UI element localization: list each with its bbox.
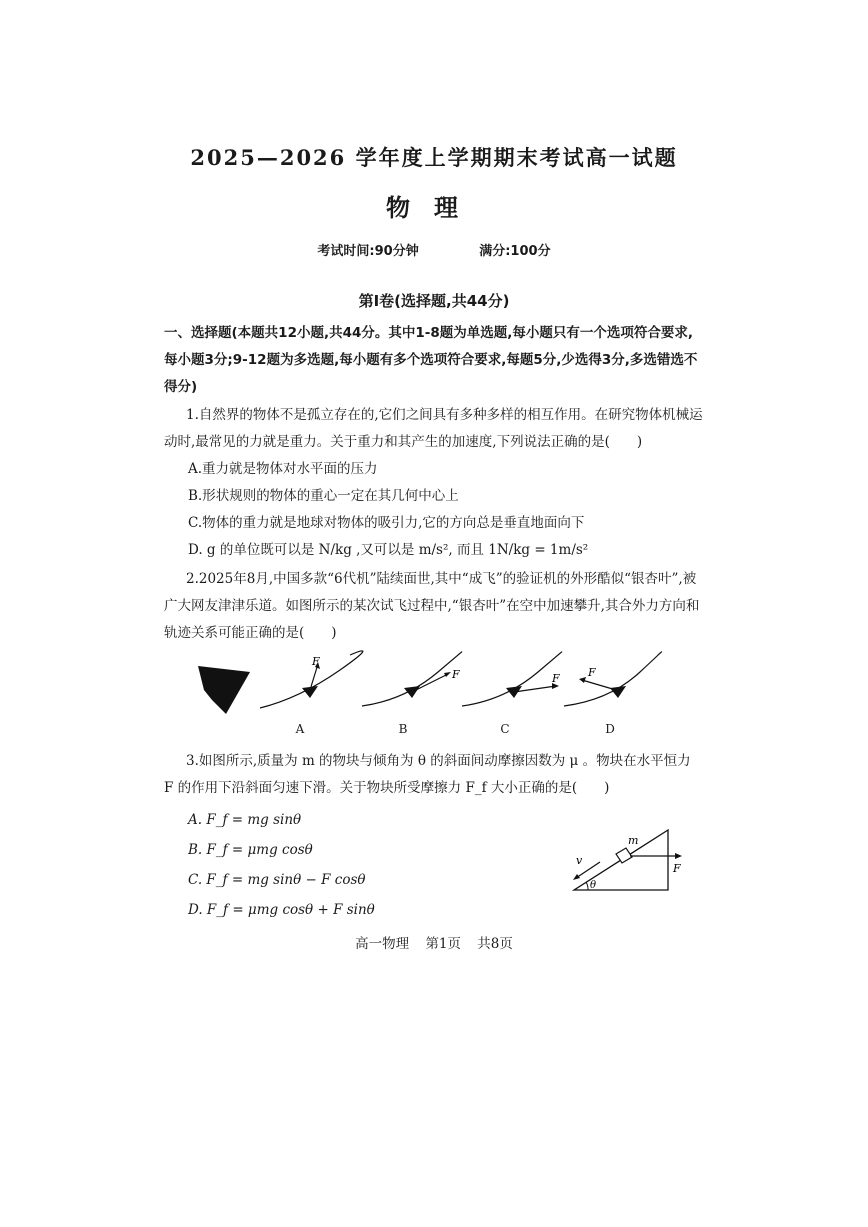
- subject-title: 物理: [386, 194, 482, 222]
- exam-time: 考试时间:90分钟: [317, 244, 419, 259]
- svg-text:F: F: [673, 862, 681, 875]
- footer-page: 第1页: [425, 936, 461, 952]
- q3-option-a: A. F_f = mg sinθ: [188, 812, 302, 828]
- svg-text:θ: θ: [590, 880, 597, 891]
- aircraft-silhouette: [198, 666, 250, 714]
- q2-diagram-d: [564, 652, 661, 706]
- question-2-stem: 2.2025年8月,中国多款“6代机”陆续面世,其中“成飞”的验证机的外形酷似“银杏叶”,被广大网友津津乐道。如图所示的某次试飞过程中,“银杏叶”在空中加速攀升,其合外力方向和轨迹关系可能正确的是( ): [164, 571, 700, 641]
- svg-text:F: F: [312, 655, 320, 668]
- footer-total: 共8页: [477, 936, 513, 952]
- question-1-stem: 1.自然界的物体不是孤立存在的,它们之间具有多种多样的相互作用。在研究物体机械运动时,最常见的力就是重力。关于重力和其产生的加速度,下列说法正确的是( ): [164, 407, 703, 450]
- question-3-stem: 3.如图所示,质量为 m 的物块与倾角为 θ 的斜面间动摩擦因数为 μ 。物块在水平恒力 F 的作用下沿斜面匀速下滑。关于物块所受摩擦力 F_f 大小正确的是( ): [164, 753, 691, 796]
- exam-score: 满分:100分: [479, 244, 551, 259]
- q2-label-b: B: [398, 722, 408, 736]
- q1-option-a: A.重力就是物体对水平面的压力: [188, 461, 378, 477]
- q2-diagram-a: [260, 651, 363, 708]
- q1-option-b: B.形状规则的物体的重心一定在其几何中心上: [188, 488, 459, 504]
- svg-text:v: v: [576, 854, 583, 867]
- exam-title: 2025—2026 学年度上学期期末考试高一试题: [190, 145, 678, 170]
- q1-option-d: D. g 的单位既可以是 N/kg ,又可以是 m/s², 而且 1N/kg = 1m/s²: [188, 542, 589, 558]
- block: [616, 848, 632, 863]
- q2-diagram-b: [362, 652, 462, 706]
- section-heading: 一、选择题(本题共12小题,共44分。其中1-8题为单选题,每小题只有一个选项符合要求,每小题3分;9-12题为多选题,每小题有多个选项符合要求,每题5分,少选得3分,多选错选不得分): [164, 325, 698, 395]
- footer-subject: 高一物理: [355, 936, 410, 952]
- svg-text:m: m: [628, 834, 639, 847]
- q3-option-c: C. F_f = mg sinθ − F cosθ: [188, 872, 366, 888]
- page-footer: [0, 932, 868, 952]
- q3-option-d: D. F_f = μmg cosθ + F sinθ: [188, 902, 375, 918]
- part-title: 第Ⅰ卷(选择题,共44分): [358, 292, 510, 310]
- q1-option-c: C.物体的重力就是地球对物体的吸引力,它的方向总是垂直地面向下: [188, 515, 585, 531]
- q2-label-d: D: [605, 722, 615, 736]
- svg-text:F: F: [452, 668, 460, 681]
- svg-text:F: F: [588, 666, 596, 679]
- svg-text:F: F: [552, 672, 560, 685]
- q3-option-b: B. F_f = μmg cosθ: [188, 842, 313, 858]
- q2-diagram-c: [462, 652, 562, 706]
- q2-label-c: C: [500, 722, 510, 736]
- exam-meta: [0, 240, 868, 259]
- q3-incline-figure: [560, 820, 690, 895]
- q2-label-a: A: [295, 722, 305, 736]
- q2-figure: [190, 650, 670, 720]
